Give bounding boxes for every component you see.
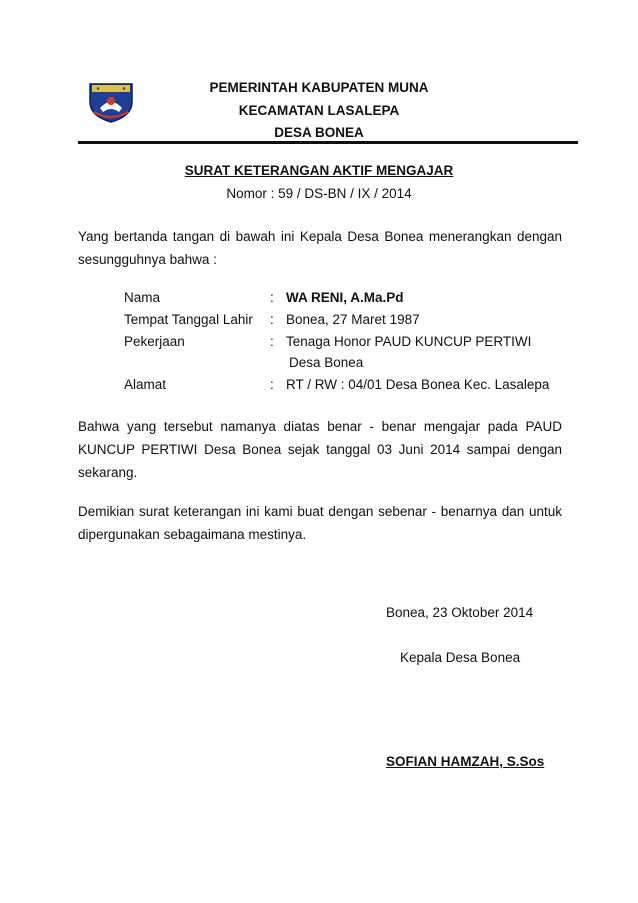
body-paragraph-statement: Bahwa yang tersebut namanya diatas benar - benar mengajar pada PAUD KUNCUP PERTIWI Desa Bonea sejak tanggal 03 Juni 2014 sampai dengan sekarang.: [78, 419, 562, 480]
header-divider: [78, 141, 578, 144]
letter-number: Nomor : 59 / DS-BN / IX / 2014: [226, 186, 412, 201]
field-value-occupation: Tenaga Honor PAUD KUNCUP PERTIWI: [286, 334, 532, 349]
field-label-occupation: Pekerjaan: [124, 334, 185, 349]
field-value-address: RT / RW : 04/01 Desa Bonea Kec. Lasalepa: [286, 377, 550, 392]
field-colon: :: [270, 377, 274, 392]
header-village: DESA BONEA: [274, 125, 364, 140]
body-paragraph-closing: Demikian surat keterangan ini kami buat dengan sebenar - benarnya dan untuk dipergunakan sebagaimana mestinya.: [78, 504, 562, 542]
field-value-birth: Bonea, 27 Maret 1987: [286, 312, 420, 327]
header-government: PEMERINTAH KABUPATEN MUNA: [209, 80, 429, 95]
field-label-name: Nama: [124, 290, 161, 305]
signature-name: SOFIAN HAMZAH, S.Sos: [386, 754, 545, 769]
intro-paragraph: Yang bertanda tangan di bawah ini Kepala Desa Bonea menerangkan dengan sesungguhnya bahwa :: [78, 229, 562, 267]
signature-position: Kepala Desa Bonea: [400, 650, 521, 665]
field-colon: :: [270, 312, 274, 327]
header-district: KECAMATAN LASALEPA: [238, 103, 400, 118]
field-value-name: WA RENI, A.Ma.Pd: [286, 290, 404, 305]
letter-title: SURAT KETERANGAN AKTIF MENGAJAR: [184, 163, 454, 178]
field-colon: :: [270, 290, 274, 305]
field-value-occupation-line2: Desa Bonea: [289, 355, 364, 370]
field-label-address: Alamat: [124, 377, 167, 392]
signature-place-date: Bonea, 23 Oktober 2014: [386, 605, 534, 620]
field-colon: :: [270, 334, 274, 349]
regency-crest-icon: [86, 78, 136, 124]
field-label-birth: Tempat Tanggal Lahir: [124, 312, 253, 327]
